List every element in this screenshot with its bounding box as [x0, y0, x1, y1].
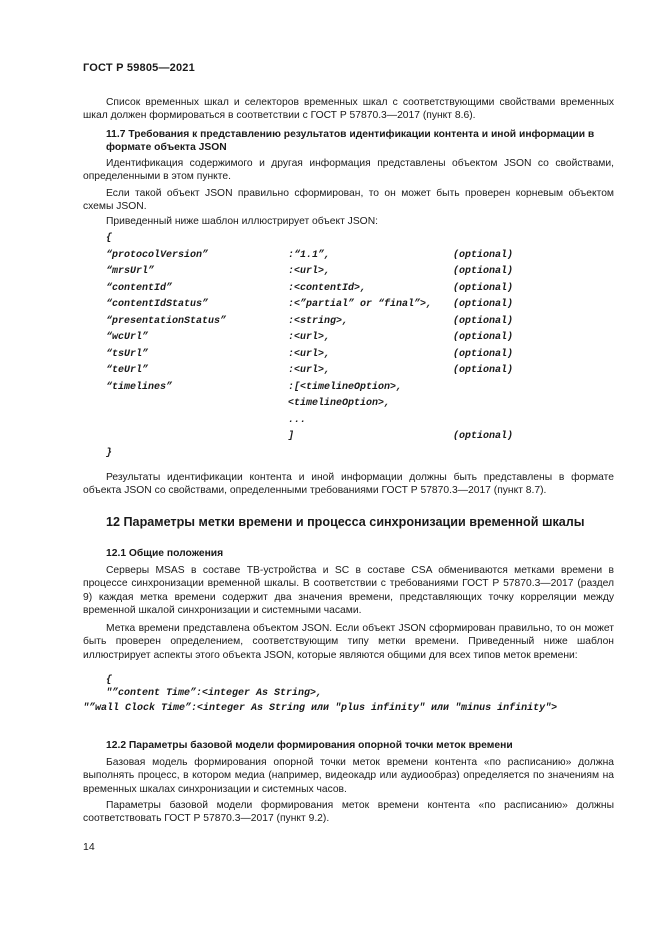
json-note: (optional) — [453, 365, 514, 376]
json-template-row — [106, 250, 626, 266]
json-value: :[<timelineOption>, — [288, 381, 403, 393]
json-template-row — [106, 431, 626, 447]
timestamp-code-sample — [83, 675, 636, 735]
section-12-1-heading: 12.1 Общие положения — [106, 548, 224, 559]
json-value: :<url>, — [288, 266, 331, 277]
json-value: <timelineOption>, — [288, 398, 391, 409]
section-12-2-heading: 12.2 Параметры базовой модели формирования опорной точки меток времени — [106, 740, 513, 751]
json-open-brace: { — [106, 233, 113, 244]
json-key: “protocolVersion” — [106, 249, 209, 261]
section-12-1-paragraph-2: Метка времени представлена объектом JSON. Если объект JSON сформирован правильно, то он может быть проверен определением, соответствующим типу метки времени. Приведенный ниже шаблон иллюстрирует аспекты этого объекта JSON, которые являются общими для всех типов меток времени: — [83, 623, 614, 661]
json-note: (optional) — [453, 299, 514, 310]
json-key: “mrsUrl” — [106, 266, 155, 277]
section-12-2-paragraph-2: Параметры базовой модели формирования меток времени контента «по расписанию» должны соответствовать ГОСТ Р 57870.3—2017 (пункт 9.2). — [83, 800, 614, 825]
json-key: “contentIdStatus” — [106, 299, 209, 310]
json-template-row — [106, 266, 626, 282]
json-note: (optional) — [453, 332, 514, 343]
json-key: “presentationStatus” — [106, 315, 227, 327]
document-standard-header: ГОСТ Р 59805—2021 — [83, 62, 195, 74]
code-content-time: "”content Time”:<integer As String>, — [106, 688, 323, 699]
json-close-brace: } — [106, 447, 113, 459]
json-template-row — [106, 283, 626, 299]
json-value: ] — [288, 431, 295, 442]
json-value: :<contentId>, — [288, 282, 367, 294]
json-value: :<url>, — [288, 348, 331, 360]
json-key: “teUrl” — [106, 365, 149, 376]
json-note: (optional) — [453, 249, 514, 261]
intro-paragraph: Список временных шкал и селекторов временных шкал с соответствующими свойствами временных шкал должен формироваться в соответствии с ГОСТ Р 57870.3—2017 (пункт 8.6). — [83, 97, 614, 122]
json-template-row — [106, 316, 626, 332]
json-template-row — [106, 415, 626, 431]
section-11-7-paragraph-2: Если такой объект JSON правильно сформирован, то он может быть проверен корневым объектом схемы JSON. — [83, 188, 614, 213]
json-key: “timelines” — [106, 381, 173, 393]
json-value: ... — [288, 414, 307, 426]
json-template-row — [106, 299, 626, 315]
page-number: 14 — [83, 841, 95, 853]
section-11-7-paragraph-3: Приведенный ниже шаблон иллюстрирует объект JSON: — [106, 216, 378, 227]
json-note: (optional) — [453, 266, 514, 277]
section-11-7-paragraph-1: Идентификация содержимого и другая информация представлены объектом JSON со свойствами, определенными в этом пункте. — [83, 158, 614, 183]
json-key: “wcUrl” — [106, 332, 149, 343]
json-note: (optional) — [453, 315, 514, 327]
json-value: :“1.1”, — [288, 249, 331, 261]
json-value: :<string>, — [288, 315, 349, 327]
results-paragraph: Результаты идентификации контента и иной информации должны быть представлены в формате объекта JSON со свойствами, определенными требованиями ГОСТ Р 57870.3—2017 (пункт 8.7). — [83, 472, 614, 497]
json-template-row — [106, 365, 626, 381]
section-12-heading: 12 Параметры метки времени и процесса синхронизации временной шкалы — [106, 515, 585, 529]
json-template-row — [106, 349, 626, 365]
section-11-7-heading: 11.7 Требования к представлению результатов идентификации контента и иной информации в формате объекта JSON — [106, 129, 595, 154]
json-note: (optional) — [453, 431, 514, 442]
json-note: (optional) — [453, 282, 514, 294]
json-value: :<url>, — [288, 332, 331, 343]
json-template-row — [106, 332, 626, 348]
json-value: :<”partial” or “final”>, — [288, 299, 433, 310]
section-12-1-paragraph-1: Серверы MSAS в составе ТВ-устройства и SC в составе CSA обмениваются метками времени в процессе синхронизации временной шкалы. В соответствии с требованиями ГОСТ Р 57870.3—2017 (раздел 9) каждая метка времени содержит два значения времени, представляющих точку корреляции между временной шкалой синхронизации и системными часами. — [83, 565, 614, 617]
json-note: (optional) — [453, 348, 514, 360]
json-template-row — [106, 382, 626, 398]
code-wall-clock-time: "”wall Clock Time”:<integer As String или "plus infinity" или "minus infinity"> — [83, 703, 558, 714]
json-template — [106, 233, 636, 463]
code-open-brace: { — [106, 675, 113, 686]
json-key: “contentId” — [106, 282, 173, 294]
json-close-row — [106, 448, 626, 464]
section-12-2-paragraph-1: Базовая модель формирования опорной точки меток времени контента «по расписанию» должна выполнять процесс, в котором медиа (например, видеокадр или аудиообраз) определяется по значениям на временных шкалах синхронизации и системных часов. — [83, 757, 614, 795]
json-key: “tsUrl” — [106, 348, 149, 360]
json-value: :<url>, — [288, 365, 331, 376]
json-template-row — [106, 398, 626, 414]
